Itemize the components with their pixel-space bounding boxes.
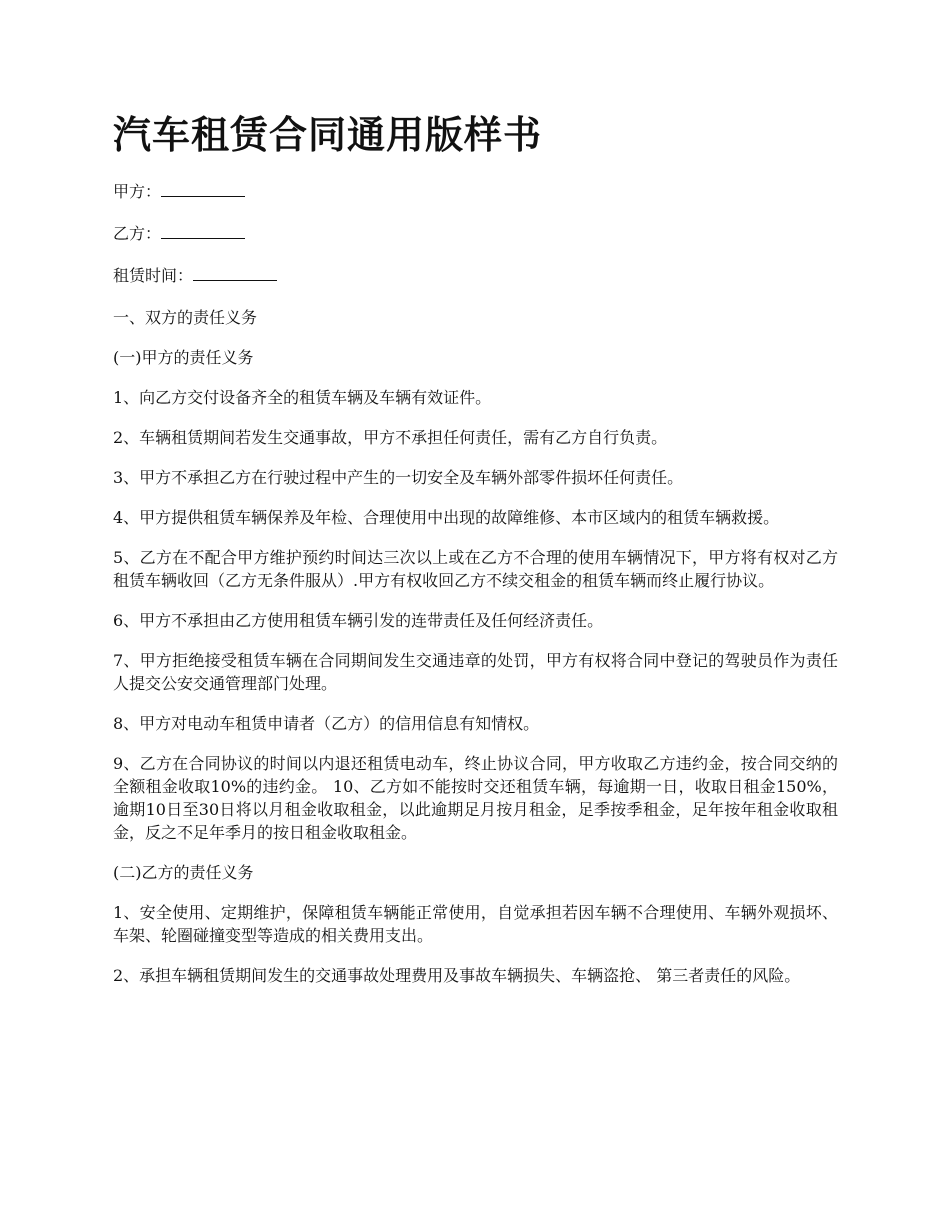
party-a-item-4: 4、甲方提供租赁车辆保养及年检、合理使用中出现的故障维修、本市区域内的租赁车辆救援。 xyxy=(113,508,780,527)
party-b-item-1: 1、安全使用、定期维护，保障租赁车辆能正常使用，自觉承担若因车辆不合理使用、车辆外观损坏、车架、轮圈碰撞变型等造成的相关费用支出。 xyxy=(113,903,838,945)
party-b-label: 乙方： xyxy=(113,224,162,243)
party-a-item-7: 7、甲方拒绝接受租赁车辆在合同期间发生交通违章的处罚，甲方有权将合同中登记的驾驶员作为责任人提交公安交通管理部门处理。 xyxy=(113,651,838,693)
party-a-item-2: 2、车辆租赁期间若发生交通事故，甲方不承担任何责任，需有乙方自行负责。 xyxy=(113,428,668,447)
party-a-field xyxy=(113,180,838,203)
party-a-heading: (一)甲方的责任义务 xyxy=(113,348,254,367)
lease-time-blank xyxy=(193,264,277,281)
party-a-item-6: 6、甲方不承担由乙方使用租赁车辆引发的连带责任及任何经济责任。 xyxy=(113,611,604,630)
party-a-blank xyxy=(161,180,245,197)
party-b-blank xyxy=(161,222,245,239)
party-b-item-2: 2、承担车辆租赁期间发生的交通事故处理费用及事故车辆损失、车辆盗抢、 第三者责任的风险。 xyxy=(113,966,801,985)
document-title: 汽车租赁合同通用版样书 xyxy=(113,113,543,157)
party-a-item-1: 1、向乙方交付设备齐全的租赁车辆及车辆有效证件。 xyxy=(113,388,492,407)
party-b-field xyxy=(113,222,838,245)
document-page xyxy=(113,110,838,1004)
party-b-heading: (二)乙方的责任义务 xyxy=(113,863,254,882)
party-a-item-9: 9、乙方在合同协议的时间以内退还租赁电动车，终止协议合同，甲方收取乙方违约金，按合同交纳的全额租金收取10%的违约金。 10、乙方如不能按时交还租赁车辆，每逾期一日，收取日租金150%，逾期10日至30日将以月租金收取租金，以此逾期足月按月租金，足季按季租金，足年按年租金收取租金，反之不足年季月的按日租金收取租金。 xyxy=(113,754,838,842)
party-a-item-5: 5、乙方在不配合甲方维护预约时间达三次以上或在乙方不合理的使用车辆情况下，甲方将有权对乙方租赁车辆收回（乙方无条件服从）.甲方有权收回乙方不续交租金的租赁车辆而终止履行协议。 xyxy=(113,548,838,590)
section-heading: 一、双方的责任义务 xyxy=(113,308,258,327)
party-a-item-8: 8、甲方对电动车租赁申请者（乙方）的信用信息有知情权。 xyxy=(113,714,540,733)
party-a-item-3: 3、甲方不承担乙方在行驶过程中产生的一切安全及车辆外部零件损坏任何责任。 xyxy=(113,468,684,487)
lease-time-field xyxy=(113,264,838,287)
party-a-label: 甲方： xyxy=(113,182,162,201)
lease-time-label: 租赁时间： xyxy=(113,266,194,285)
